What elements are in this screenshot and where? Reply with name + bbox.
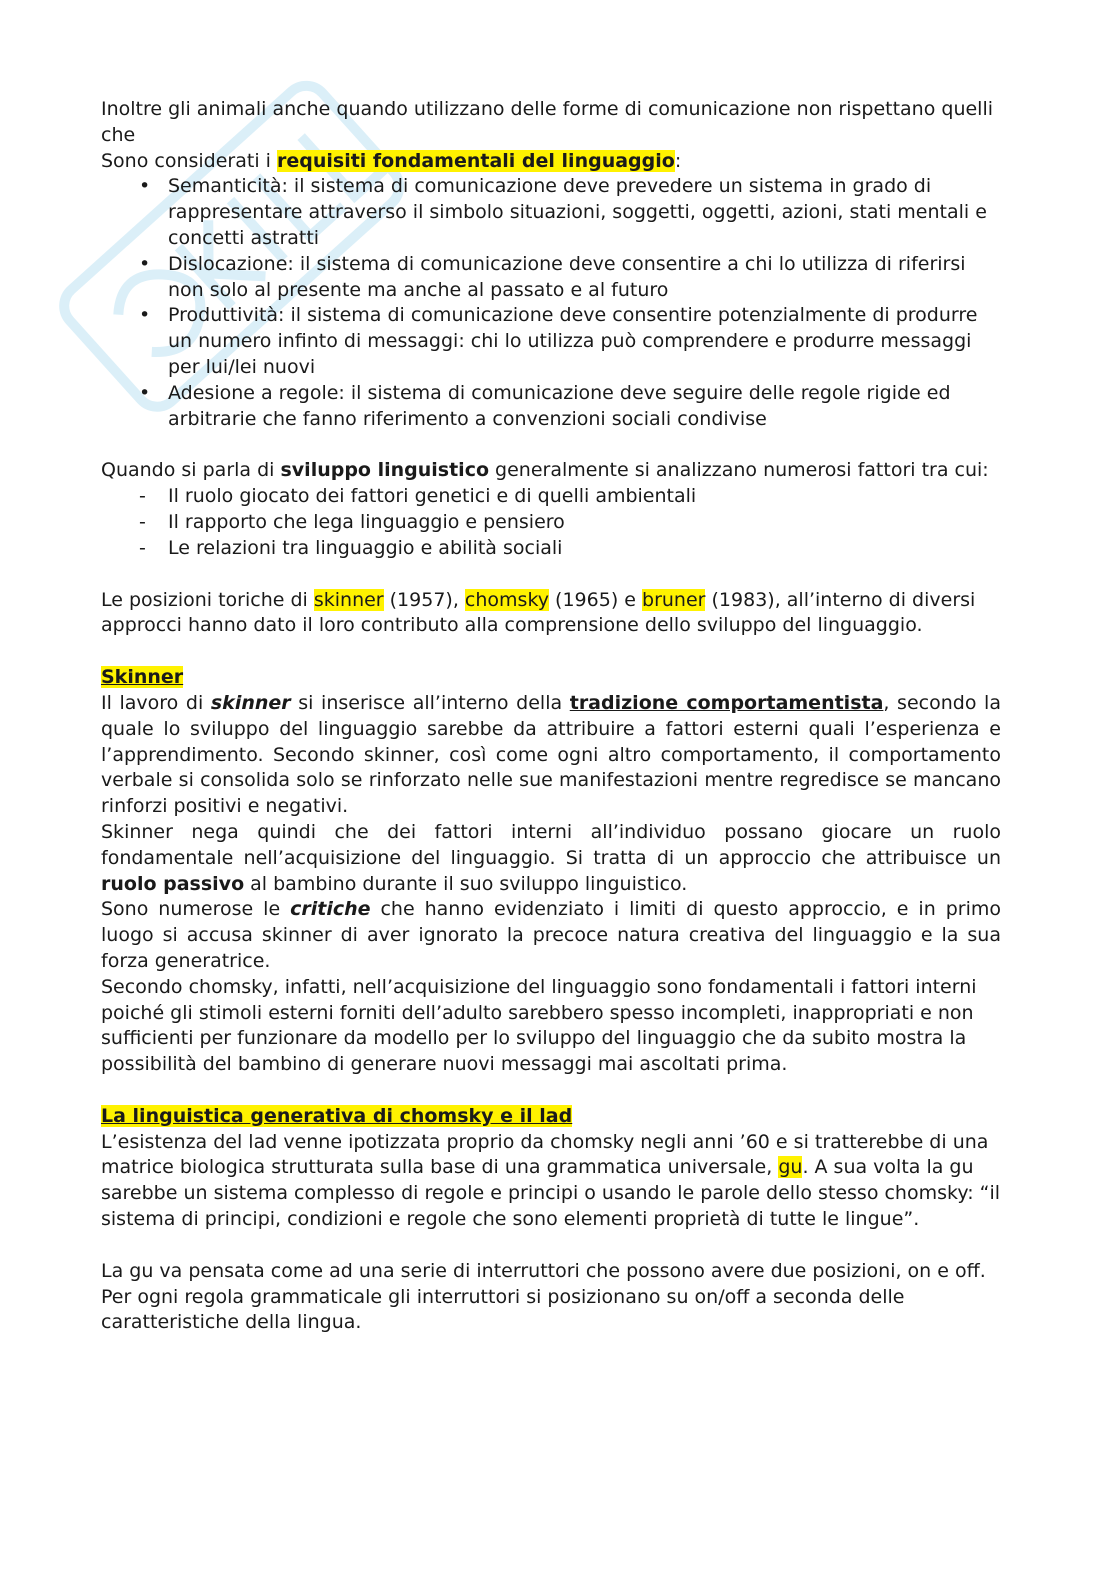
development-paragraph: Quando si parla di sviluppo linguistico generalmente si analizzano numerosi fattori tra cui:	[101, 459, 989, 482]
list-item: • Semanticità: il sistema di comunicazione deve prevedere un sistema in grado di rappresentare attraverso il simbolo situazioni, soggetti, oggetti, azioni, stati mentali e concetti astratti	[101, 174, 1001, 251]
intro-line: Inoltre gli animali anche quando utilizzano delle forme di comunicazione non rispettano quelli che	[101, 98, 994, 146]
list-item: • Dislocazione: il sistema di comunicazione deve consentire a chi lo utilizza di riferirsi non solo al presente ma anche al passato e al futuro	[101, 252, 1001, 304]
skinner-paragraph-4: Secondo chomsky, infatti, nell’acquisizione del linguaggio sono fondamentali i fattori interni poiché gli stimoli esterni forniti dell’adulto sarebbero spesso incompleti, inappropriati e non sufficienti per funzionare da modello per lo sviluppo del linguaggio che da subito mostra la possibilità del bambino di generare nuovi messaggi mai ascoltati prima.	[101, 975, 977, 1076]
skinner-paragraph-2: Skinner nega quindi che dei fattori interni all’individuo possano giocare un ruolo fondamentale nell’acquisizione del linguaggio. Si tratta di un approccio che attribuisce un ruolo passivo al bambino durante il suo sviluppo linguistico.	[101, 820, 1001, 895]
chomsky-paragraph-2: La gu va pensata come ad una serie di interruttori che possono avere due posizioni, on e off. Per ogni regola grammaticale gli interruttori si posizionano su on/off a seconda delle caratteristiche della lingua.	[101, 1259, 986, 1334]
gu-highlight: gu	[778, 1156, 803, 1179]
skinner-paragraph-1: Il lavoro di skinner si inserisce all’interno della tradizione comportamentista, secondo la quale lo sviluppo del linguaggio sarebbe da attribuire a fattori esterni quali l’esperienza e l’apprendimento. Secondo skinner, così come ogni altro comportamento, il comportamento verbale si consolida solo se rinforzato nelle sue manifestazioni mentre regredisce se mancano rinforzi positivi e negativi.	[101, 691, 1001, 818]
list-item: - Il ruolo giocato dei fattori genetici e di quelli ambientali	[101, 484, 1001, 510]
list-item: • Adesione a regole: il sistema di comunicazione deve seguire delle regole rigide ed arbitrarie che fanno riferimento a convenzioni sociali condivise	[101, 381, 1001, 433]
section-heading-skinner: Skinner	[101, 666, 184, 689]
list-item: - Le relazioni tra linguaggio e abilità sociali	[101, 536, 1001, 562]
section-heading-chomsky: La linguistica generativa di chomsky e il lad	[101, 1104, 573, 1127]
name-highlight: chomsky	[464, 588, 550, 611]
positions-paragraph: Le posizioni toriche di skinner (1957), chomsky (1965) e bruner (1983), all’interno di diversi approcci hanno dato il loro contributo alla comprensione dello sviluppo del linguaggio.	[101, 588, 976, 637]
chomsky-paragraph-1: L’esistenza del lad venne ipotizzata proprio da chomsky negli anni ’60 e si tratterebbe di una matrice biologica strutturata sulla base di una grammatica universale, gu. A sua volta la gu sarebbe un sistema complesso di regole e principi o usando le parole dello stesso chomsky: “il sistema di principi, condizioni e regole che sono elementi proprietà di tutte le lingue”.	[101, 1130, 1001, 1231]
list-item: - Il rapporto che lega linguaggio e pensiero	[101, 510, 1001, 536]
name-highlight: bruner	[642, 588, 706, 611]
requisites-list	[101, 174, 1001, 432]
list-item: • Produttività: il sistema di comunicazione deve consentire potenzialmente di produrre un numero infinto di messaggi: chi lo utilizza può comprendere e produrre messaggi per lui/lei nuovi	[101, 303, 1001, 380]
requisites-intro: Sono considerati i requisiti fondamentali del linguaggio:	[101, 149, 682, 172]
skinner-paragraph-3: Sono numerose le critiche che hanno evidenziato i limiti di questo approccio, e in primo luogo si accusa skinner di aver ignorato la precoce natura creativa del linguaggio e la sua forza generatrice.	[101, 898, 1001, 972]
document-page	[101, 97, 1001, 1336]
requisites-highlight: requisiti fondamentali del linguaggio	[276, 149, 675, 172]
factors-list	[101, 484, 1001, 561]
name-highlight: skinner	[313, 588, 384, 611]
